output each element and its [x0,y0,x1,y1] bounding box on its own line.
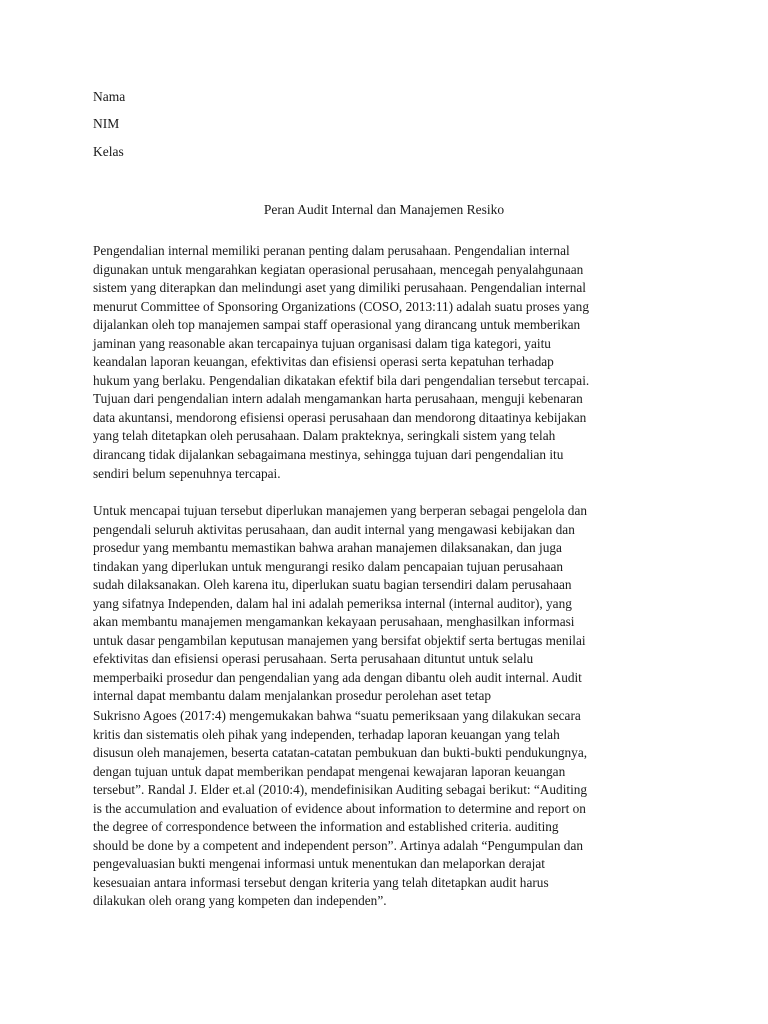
paragraph-line: internal dapat membantu dalam menjalankan prosedur perolehan aset tetap [93,688,492,704]
paragraph-line: Untuk mencapai tujuan tersebut diperlukan manajemen yang berperan sebagai pengelola dan [93,503,588,518]
paragraph-line: memperbaiki prosedur dan pengendalian yang ada dengan dibantu oleh audit internal. Audit [93,669,582,685]
paragraph-line: efektivitas dan efisiensi operasi perusahaan. Serta perusahaan dituntut untuk selalu [93,651,534,667]
paragraph-line: dengan tujuan untuk dapat memberikan pendapat mengenai kewajaran laporan keuangan [93,763,566,779]
paragraph-line: akan membantu manajemen mengamankan kekayaan perusahaan, menghasilkan informasi [93,614,575,630]
paragraph-line: data akuntansi, mendorong efisiensi operasi perusahaan dan mendorong ditaatinya kebijakan [93,409,587,425]
paragraph-1 [93,242,673,483]
nama-label: Nama [93,89,126,104]
paragraph-line: sendiri belum sepenuhnya tercapai. [93,465,281,481]
paragraph-2 [93,502,673,706]
paragraph-line: Tujuan dari pengendalian intern adalah mengamankan harta perusahaan, menguji kebenaran [93,391,583,407]
paragraph-line: should be done by a competent and independent person”. Artinya adalah “Pengumpulan dan [93,837,583,853]
paragraph-line: tindakan yang diperlukan untuk mengurangi resiko dalam pencapaian tujuan perusahaan [93,558,564,574]
paragraph-line: keandalan laporan keuangan, efektivitas dan efisiensi operasi serta kepatuhan terhadap [93,354,554,370]
paragraph-line: dijalankan oleh top manajemen sampai staff operasional yang dirancang untuk memberikan [93,317,581,333]
paragraph-line: hukum yang berlaku. Pengendalian dikatakan efektif bila dari pengendalian tersebut tercapai. [93,372,590,388]
paragraph-line: tersebut”. Randal J. Elder et.al (2010:4), mendefinisikan Auditing sebagai berikut: “Auditing [93,782,588,798]
paragraph-line: sudah dilaksanakan. Oleh karena itu, diperlukan suatu bagian tersendiri dalam perusahaan [93,577,572,593]
paragraph-line: untuk dasar pengambilan keputusan manajemen yang bersifat objektif serta bertugas menilai [93,632,586,648]
paragraph-line: Pengendalian internal memiliki peranan penting dalam perusahaan. Pengendalian internal [93,243,570,258]
paragraph-line: yang sifatnya Independen, dalam hal ini adalah pemeriksa internal (internal auditor), yang [93,595,572,611]
kelas-label: Kelas [93,144,124,159]
nim-label: NIM [93,116,120,131]
paragraph-line: pengevaluasian bukti mengenai informasi untuk menentukan dan melaporkan derajat [93,856,545,872]
paragraph-line: Sukrisno Agoes (2017:4) mengemukakan bahwa “suatu pemeriksaan yang dilakukan secara [93,708,581,723]
paragraph-line: menurut Committee of Sponsoring Organizations (COSO, 2013:11) adalah suatu proses yang [93,298,589,314]
paragraph-line: pengendali seluruh aktivitas perusahaan, dan audit internal yang mengawasi kebijakan dan [93,521,575,537]
paragraph-3 [93,707,673,911]
paragraph-line: kritis dan sistematis oleh pihak yang independen, terhadap laporan keuangan yang telah [93,726,560,742]
paragraph-line: the degree of correspondence between the information and established criteria. auditing [93,819,559,835]
paragraph-line: prosedur yang membantu memastikan bahwa arahan manajemen dilaksanakan, dan juga [93,540,562,556]
paragraph-line: sistem yang diterapkan dan melindungi aset yang dimiliki perusahaan. Pengendalian internal [93,280,586,296]
paragraph-line: yang telah ditetapkan oleh perusahaan. Dalam prakteknya, seringkali sistem yang telah [93,428,556,444]
paragraph-line: jaminan yang reasonable akan tercapainya tujuan organisasi dalam tiga kategori, yaitu [93,335,551,351]
document-title: Peran Audit Internal dan Manajemen Resiko [263,202,505,217]
paragraph-line: digunakan untuk mengarahkan kegiatan operasional perusahaan, mencegah penyalahgunaan [93,261,584,277]
paragraph-line: disusun oleh manajemen, beserta catatan-catatan pembukuan dan bukti-bukti pendukungnya, [93,745,588,761]
paragraph-line: kesesuaian antara informasi tersebut dengan kriteria yang telah ditetapkan audit harus [93,874,549,890]
paragraph-line: dirancang tidak dijalankan sebagaimana mestinya, sehingga tujuan dari pengendalian itu [93,447,564,463]
paragraph-line: is the accumulation and evaluation of evidence about information to determine and report on [93,800,586,816]
paragraph-line: dilakukan oleh orang yang kompeten dan independen”. [93,893,387,909]
